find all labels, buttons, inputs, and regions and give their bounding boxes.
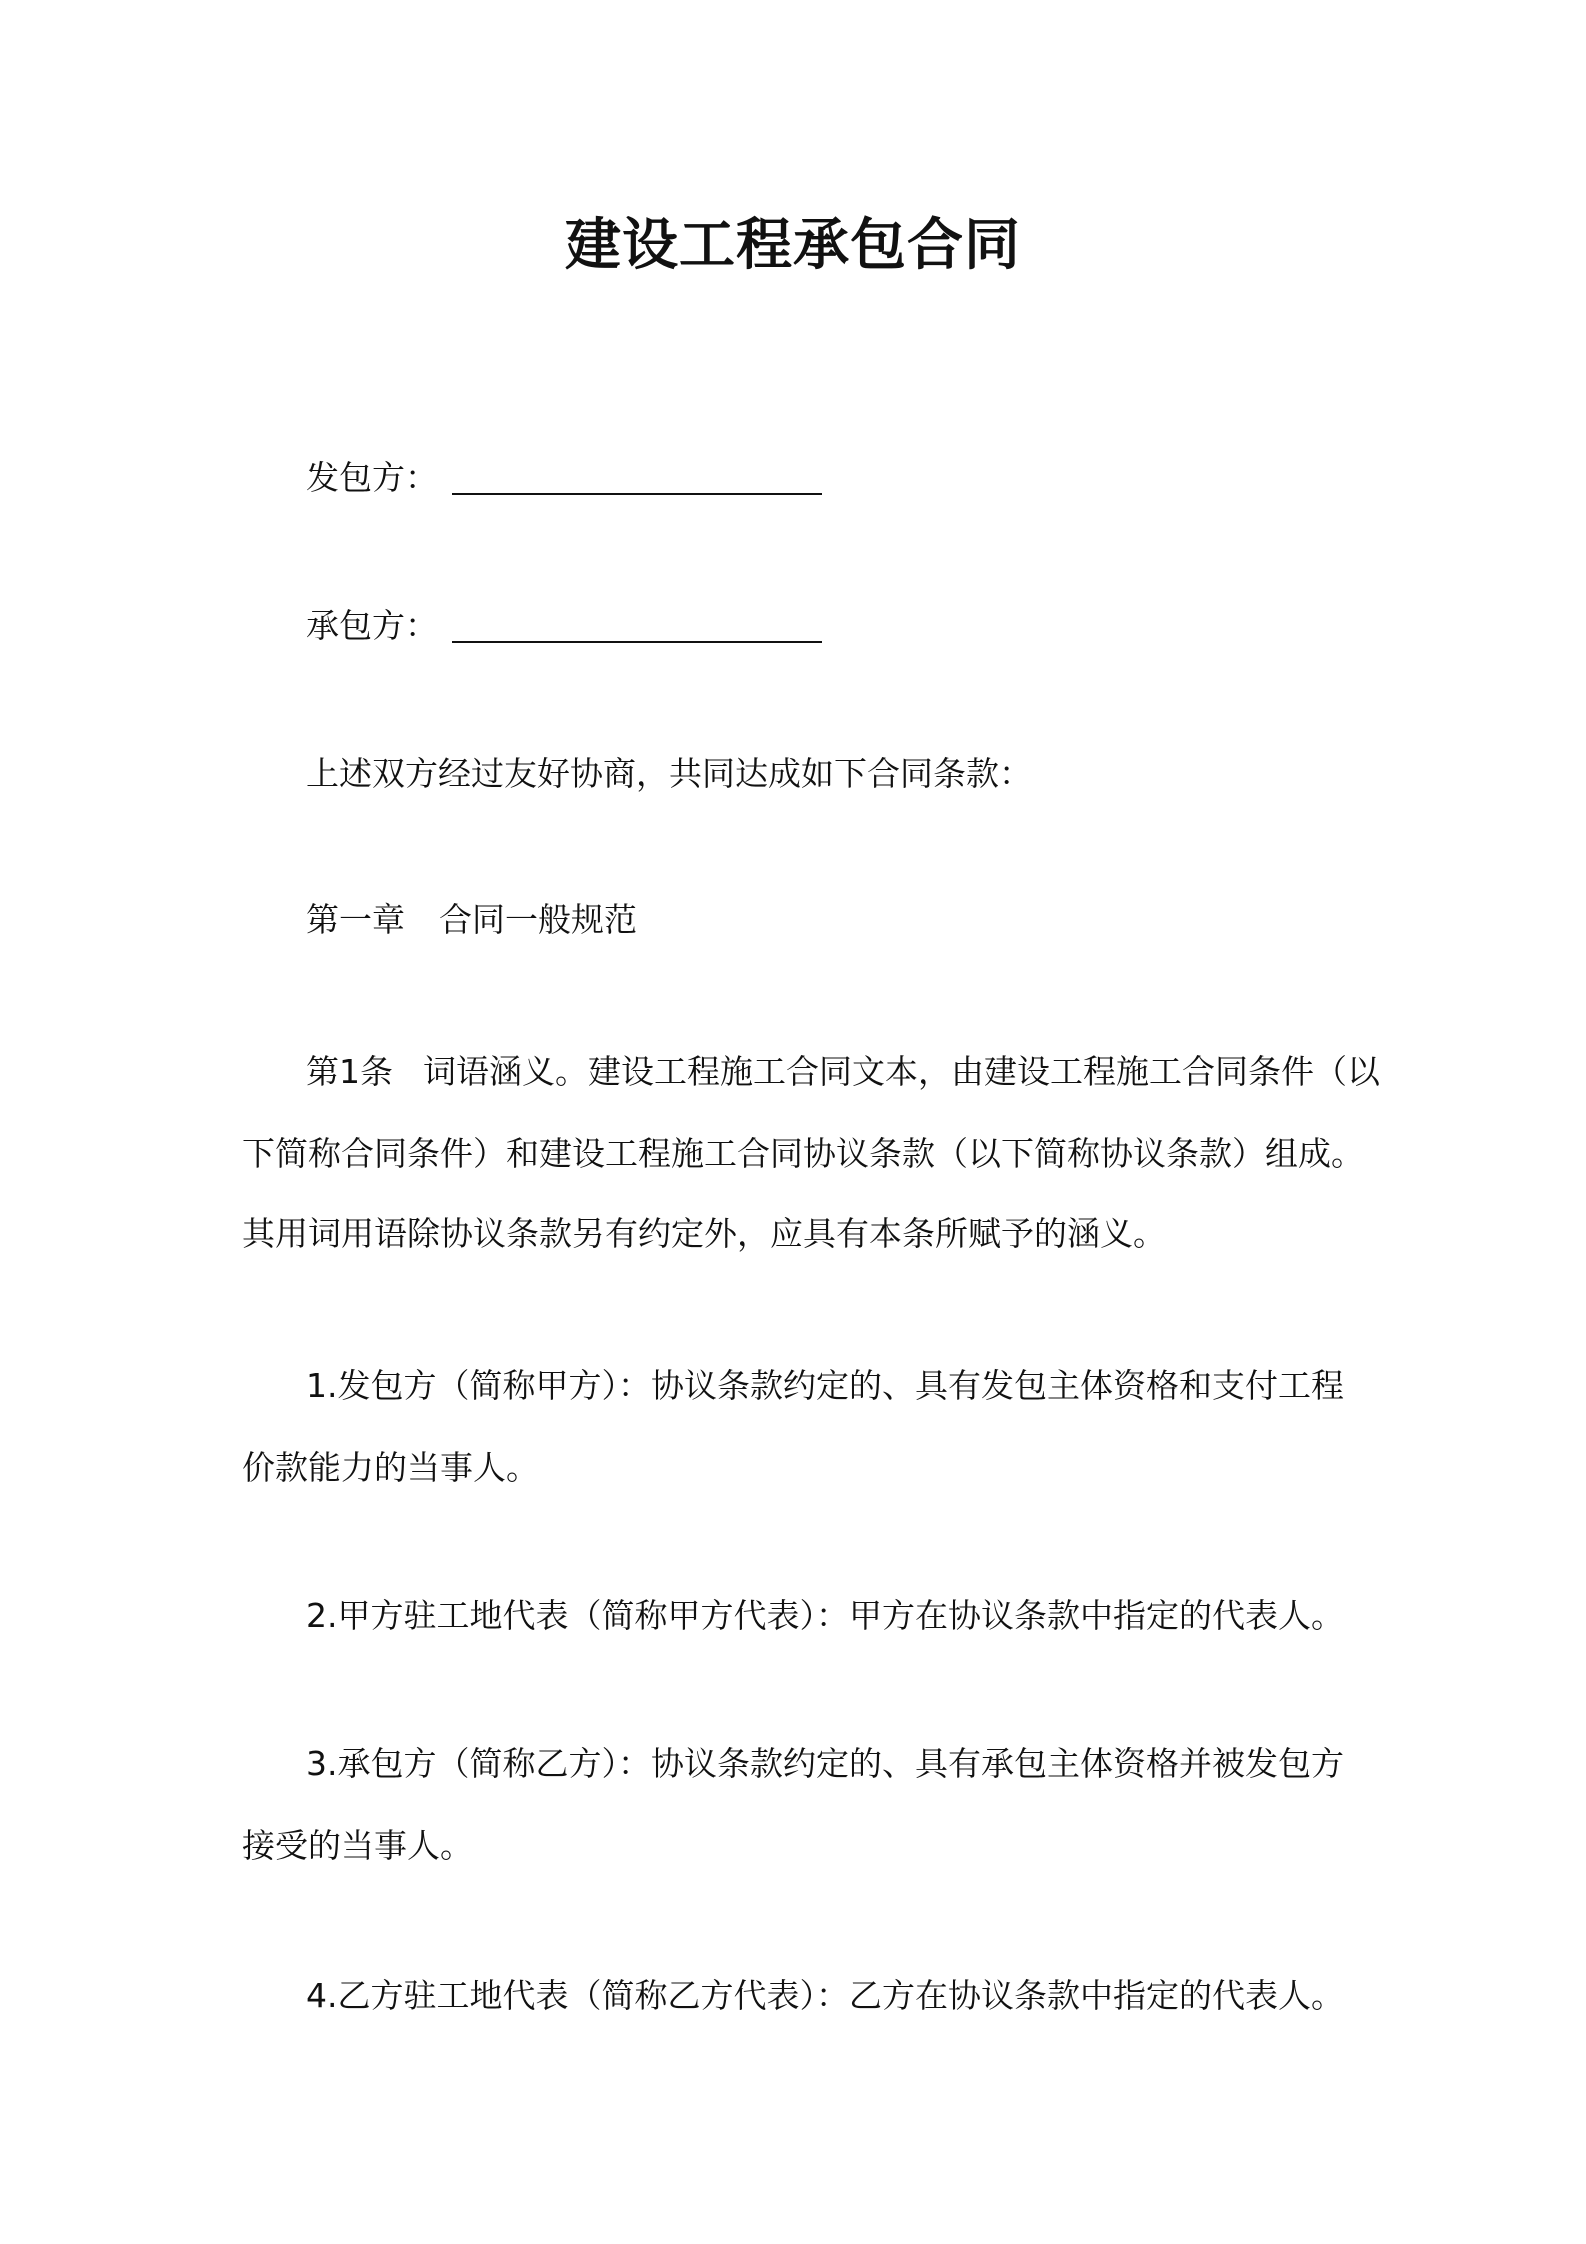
chapter-heading bbox=[306, 896, 637, 944]
party-b-label: 承包方： bbox=[306, 606, 438, 645]
chapter-title: 合同一般规范 bbox=[439, 900, 637, 939]
item1-line2: 价款能力的当事人。 bbox=[242, 1448, 539, 1487]
party-a-row bbox=[306, 454, 822, 502]
intro-paragraph: 上述双方经过友好协商，共同达成如下合同条款： bbox=[306, 754, 1032, 793]
party-b-row bbox=[306, 602, 822, 650]
item1-line1: 1.发包方（简称甲方）：协议条款约定的、具有发包主体资格和支付工程 bbox=[306, 1366, 1344, 1405]
article1-line1 bbox=[306, 1048, 1380, 1096]
party-b-blank-line bbox=[452, 611, 822, 643]
document-title: 建设工程承包合同 bbox=[565, 213, 1021, 278]
item2-line1: 2.甲方驻工地代表（简称甲方代表）：甲方在协议条款中指定的代表人。 bbox=[306, 1596, 1344, 1635]
party-a-label: 发包方： bbox=[306, 458, 438, 497]
article1-line2: 下简称合同条件）和建设工程施工合同协议条款（以下简称协议条款）组成。 bbox=[242, 1134, 1364, 1173]
item3-line2: 接受的当事人。 bbox=[242, 1826, 473, 1865]
article1-text-line1: 词语涵义。建设工程施工合同文本，由建设工程施工合同条件（以 bbox=[423, 1052, 1380, 1091]
article1-number: 第1条 bbox=[306, 1052, 393, 1091]
item3-line1: 3.承包方（简称乙方）：协议条款约定的、具有承包主体资格并被发包方 bbox=[306, 1744, 1344, 1783]
party-a-blank-line bbox=[452, 463, 822, 495]
article1-line3: 其用词用语除协议条款另有约定外，应具有本条所赋予的涵义。 bbox=[242, 1214, 1166, 1253]
chapter-number: 第一章 bbox=[306, 900, 405, 939]
item4-line1: 4.乙方驻工地代表（简称乙方代表）：乙方在协议条款中指定的代表人。 bbox=[306, 1976, 1344, 2015]
